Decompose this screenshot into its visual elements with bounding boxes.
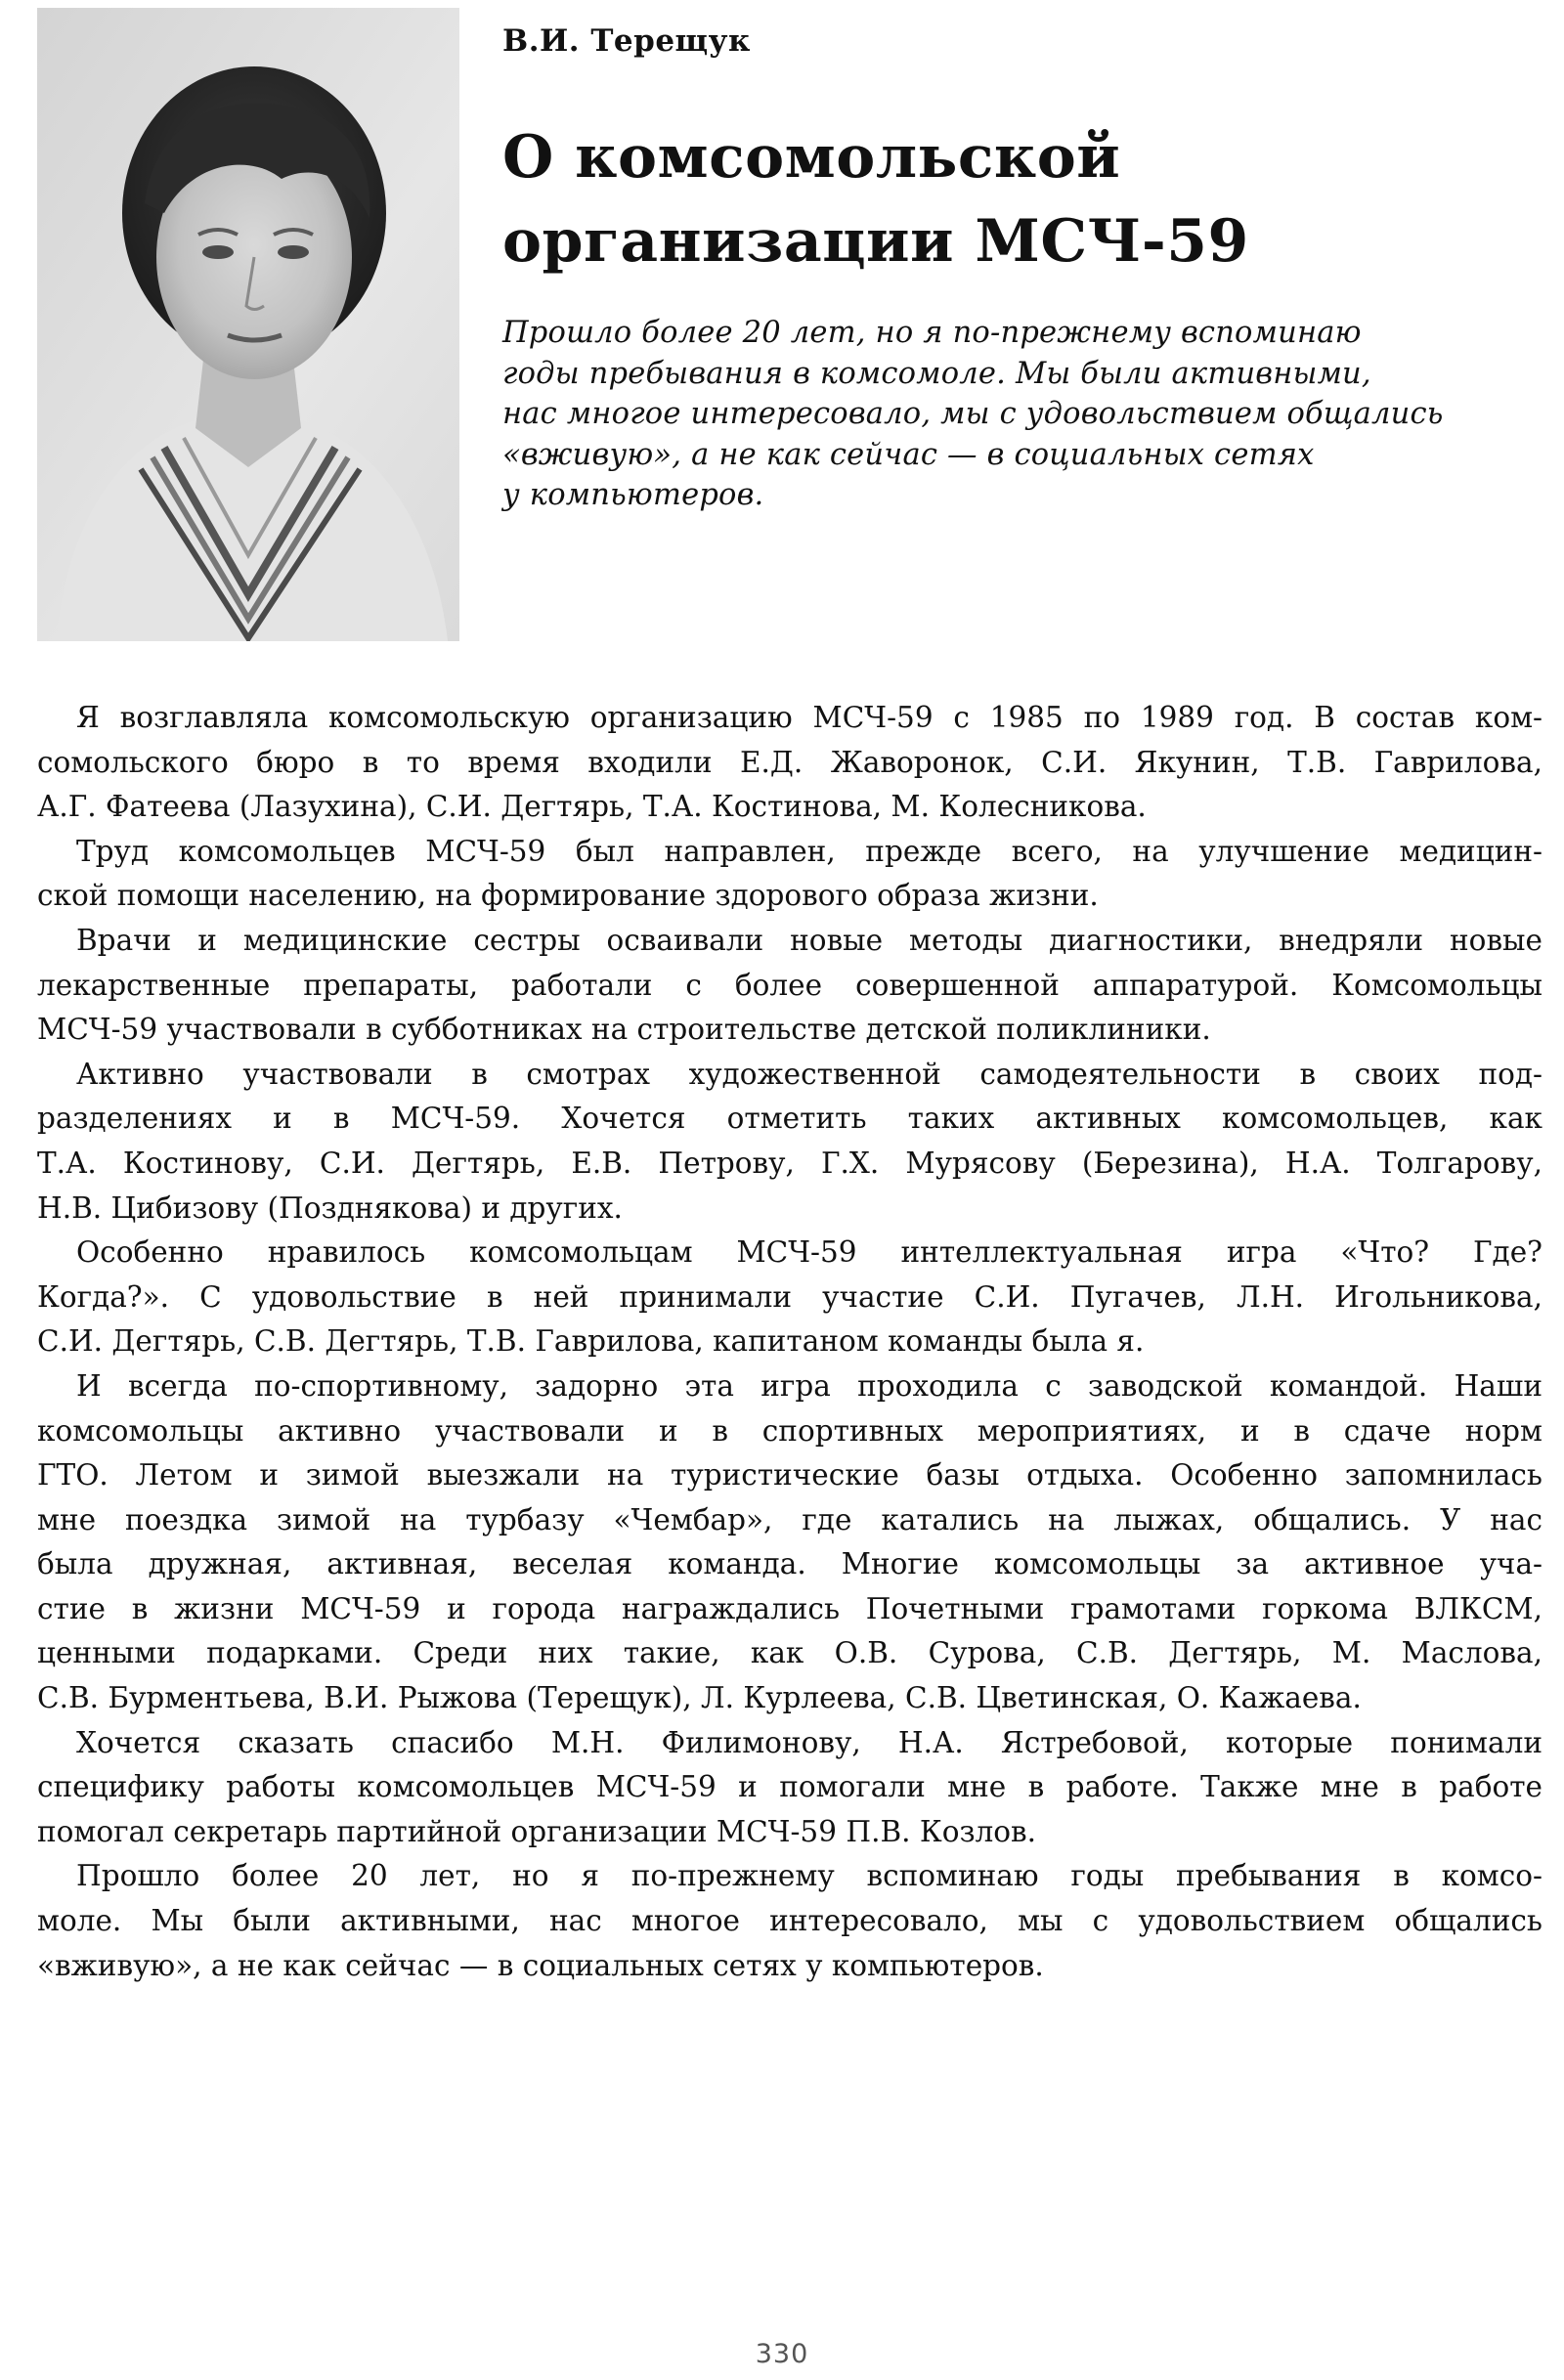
lead-line: «вживую», а не как сейчас — в социальных сетях — [502, 437, 1315, 472]
text-line: Н.В. Цибизову (Позднякова) и других. — [37, 1190, 623, 1225]
text-line: С.В. Бурментьева, В.И. Рыжова (Терещук), Л. Курлеева, С.В. Цветинская, О. Кажаева. — [37, 1681, 1362, 1715]
text-line: МСЧ-59 участвовали в субботниках на строительстве детской поликлиники. — [37, 1013, 1211, 1047]
text-line: Т.А. Костинову, С.И. Дегтярь, Е.В. Петрову, Г.Х. Мурясову (Березина), Н.А. Толгарову, — [37, 1146, 1542, 1180]
article-title — [502, 115, 1249, 283]
lead-epigraph — [502, 313, 1539, 516]
text-line: Труд комсомольцев МСЧ-59 был направлен, прежде всего, на улучшение медицин- — [76, 834, 1542, 868]
paragraph — [37, 1854, 1542, 1988]
paragraph — [37, 1231, 1542, 1364]
paragraph — [37, 696, 1542, 830]
text-line: Активно участвовали в смотрах художественной самодеятельности в своих под- — [76, 1057, 1542, 1091]
text-line: Я возглавляла комсомольскую организацию МСЧ-59 с 1985 по 1989 год. В состав ком- — [76, 701, 1542, 734]
lead-line: у компьютеров. — [502, 478, 764, 512]
text-line: помогал секретарь партийной организации МСЧ-59 П.В. Козлов. — [37, 1814, 1037, 1848]
author-name: В.И. Терещук — [502, 23, 751, 59]
text-line: ГТО. Летом и зимой выезжали на туристические базы отдыха. Особенно запомнилась — [37, 1458, 1542, 1493]
lead-line: годы пребывания в комсомоле. Мы были активными, — [502, 356, 1371, 391]
text-line: «вживую», а не как сейчас — в социальных сетях у компьютеров. — [37, 1948, 1044, 1982]
text-line: Когда?». С удовольствие в ней принимали участие С.И. Пугачев, Л.Н. Игольникова, — [37, 1279, 1542, 1314]
paragraph — [37, 830, 1542, 919]
lead-line: нас многое интересовало, мы с удовольствием общались — [502, 397, 1444, 431]
text-line: С.И. Дегтярь, С.В. Дегтярь, Т.В. Гаврилова, капитаном команды была я. — [37, 1324, 1145, 1359]
text-line: стие в жизни МСЧ-59 и города награждались Почетными грамотами горкома ВЛКСМ, — [37, 1591, 1542, 1625]
portrait-image — [37, 8, 459, 641]
text-line: мне поездка зимой на турбазу «Чембар», где катались на лыжах, общались. У нас — [37, 1502, 1542, 1536]
text-line: сомольского бюро в то время входили Е.Д. Жаворонок, С.И. Якунин, Т.В. Гаврилова, — [37, 745, 1542, 779]
page-number: 330 — [755, 2339, 809, 2369]
paragraph — [37, 1721, 1542, 1855]
text-line: Хочется сказать спасибо М.Н. Филимонову, Н.А. Ястребовой, которые понимали — [76, 1725, 1542, 1759]
author-portrait-photo — [37, 8, 459, 641]
text-line: разделениях и в МСЧ-59. Хочется отметить таких активных комсомольцев, как — [37, 1102, 1542, 1136]
text-line: Особенно нравилось комсомольцам МСЧ-59 интеллектуальная игра «Что? Где? — [76, 1235, 1542, 1270]
text-line: моле. Мы были активными, нас многое интересовало, мы с удовольствием общались — [37, 1904, 1542, 1938]
lead-line: Прошло более 20 лет, но я по-прежнему вспоминаю — [502, 316, 1362, 350]
title-line: организации МСЧ-59 — [502, 207, 1249, 276]
text-line: А.Г. Фатеева (Лазухина), С.И. Дегтярь, Т.А. Костинова, М. Колесникова. — [37, 790, 1147, 824]
text-line: специфику работы комсомольцев МСЧ-59 и помогали мне в работе. Также мне в работе — [37, 1770, 1542, 1804]
article-body — [37, 696, 1542, 1988]
text-line: Врачи и медицинские сестры осваивали новые методы диагностики, внедряли новые — [76, 923, 1542, 957]
text-line: Прошло более 20 лет, но я по-прежнему вспоминаю годы пребывания в комсо- — [76, 1859, 1542, 1893]
text-line: ской помощи населению, на формирование здорового образа жизни. — [37, 879, 1099, 913]
title-line: О комсомольской — [502, 123, 1121, 192]
text-line: комсомольцы активно участвовали и в спортивных мероприятиях, и в сдаче норм — [37, 1413, 1542, 1448]
text-line: ценными подарками. Среди них такие, как О.В. Сурова, С.В. Дегтярь, М. Маслова, — [37, 1636, 1542, 1670]
text-line: была дружная, активная, веселая команда. Многие комсомольцы за активное уча- — [37, 1547, 1542, 1581]
text-line: И всегда по-спортивному, задорно эта игра проходила с заводской командой. Наши — [76, 1368, 1542, 1403]
text-line: лекарственные препараты, работали с более совершенной аппаратурой. Комсомольцы — [37, 968, 1542, 1002]
paragraph — [37, 919, 1542, 1053]
paragraph — [37, 1053, 1542, 1231]
paragraph — [37, 1364, 1542, 1721]
